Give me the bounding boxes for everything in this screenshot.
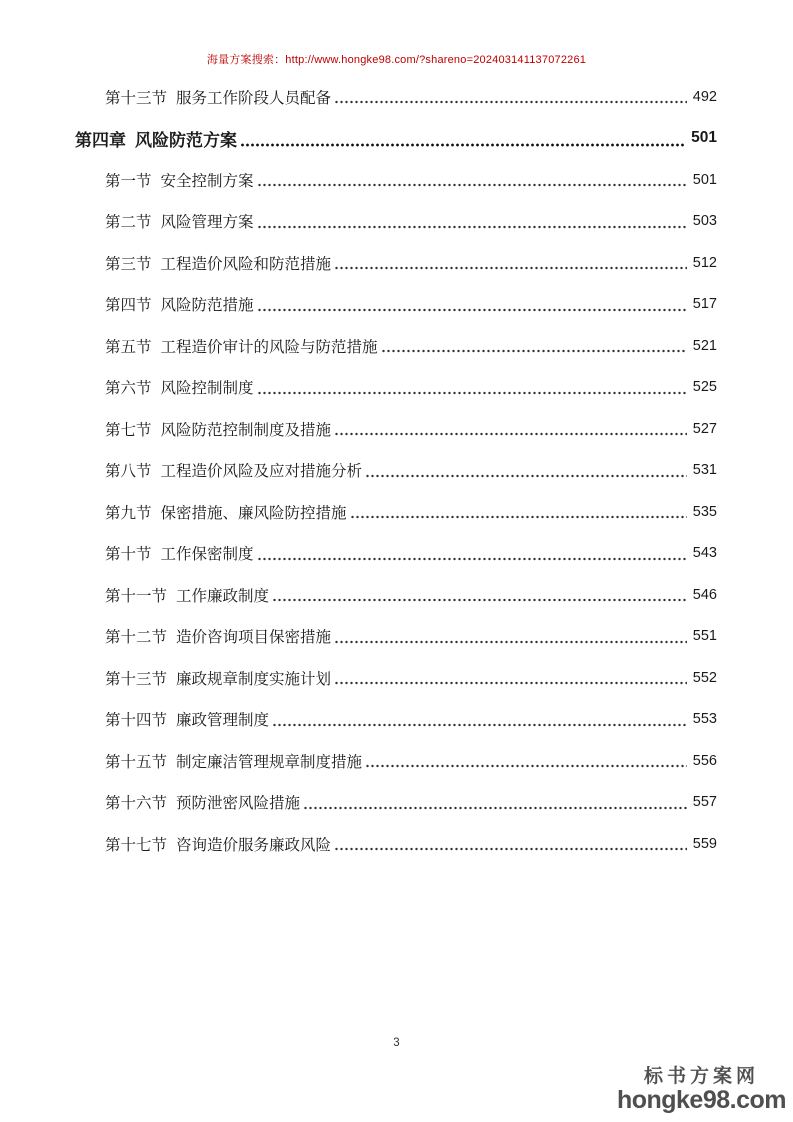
toc-dot-leader <box>257 284 687 326</box>
toc-entry[interactable] <box>75 450 717 492</box>
toc-dot-leader <box>365 740 687 782</box>
watermark-site-name: 标书方案网 <box>643 1065 759 1087</box>
toc-entry-label: 第十六节 <box>105 795 168 813</box>
toc-entry-page: 525 <box>692 379 717 396</box>
toc-entry-title: 工程造价风险和防范措施 <box>160 255 332 273</box>
toc-entry-page: 517 <box>692 296 717 313</box>
toc-dot-leader <box>257 367 687 409</box>
toc-entry[interactable] <box>75 201 717 243</box>
toc-entry-title: 预防泄密风险措施 <box>176 795 301 813</box>
toc-entry-page: 501 <box>692 171 717 188</box>
toc-entry[interactable] <box>75 284 717 326</box>
toc-entry-label: 第十二节 <box>105 629 168 647</box>
toc-entry-page: 512 <box>692 254 717 271</box>
toc-entry-title: 咨询造价服务廉政风险 <box>176 836 332 854</box>
toc-dot-leader <box>334 408 687 450</box>
toc-dot-leader <box>334 242 687 284</box>
toc-entry-page: 492 <box>692 88 717 105</box>
toc-entry-title: 风险防范控制制度及措施 <box>160 421 332 439</box>
toc-dot-leader <box>334 76 687 118</box>
toc-entry-page: 521 <box>692 337 717 354</box>
page-number: 3 <box>393 1037 400 1049</box>
toc-entry[interactable] <box>75 408 717 450</box>
toc-entry-page: 501 <box>691 129 717 147</box>
toc-entry-title: 工作保密制度 <box>160 546 254 564</box>
toc-entry-page: 559 <box>692 835 717 852</box>
toc-dot-leader <box>381 325 687 367</box>
toc-entry-title: 服务工作阶段人员配备 <box>176 89 332 107</box>
toc-dot-leader <box>334 823 687 865</box>
toc-entry-page: 527 <box>692 420 717 437</box>
toc-entry-label: 第三节 <box>105 255 152 273</box>
toc-entry[interactable] <box>75 491 717 533</box>
toc-entry[interactable] <box>75 616 717 658</box>
toc-entry-title: 工程造价风险及应对措施分析 <box>160 463 363 481</box>
toc-entry-page: 553 <box>692 711 717 728</box>
toc-dot-leader <box>257 201 687 243</box>
toc-entry-label: 第五节 <box>105 338 152 356</box>
table-of-contents <box>75 76 717 865</box>
toc-dot-leader <box>334 616 687 658</box>
toc-entry-label: 第八节 <box>105 463 152 481</box>
toc-entry-page: 503 <box>692 213 717 230</box>
toc-entry-label: 第四节 <box>105 297 152 315</box>
toc-entry-page: 531 <box>692 462 717 479</box>
toc-entry-title: 工程造价审计的风险与防范措施 <box>160 338 378 356</box>
toc-entry-title: 廉政规章制度实施计划 <box>176 670 332 688</box>
toc-entry-label: 第四章 <box>75 130 126 150</box>
toc-entry-label: 第十四节 <box>105 712 168 730</box>
toc-entry-label: 第十节 <box>105 546 152 564</box>
watermark-site-url: hongke98.com <box>616 1085 786 1114</box>
toc-entry[interactable] <box>75 242 717 284</box>
toc-dot-leader <box>257 533 687 575</box>
toc-dot-leader <box>257 159 687 201</box>
toc-entry-page: 557 <box>692 794 717 811</box>
toc-dot-leader <box>272 699 687 741</box>
toc-entry[interactable] <box>75 657 717 699</box>
toc-entry-page: 552 <box>692 669 717 686</box>
toc-entry[interactable] <box>75 76 717 118</box>
toc-entry[interactable] <box>75 367 717 409</box>
toc-entry[interactable] <box>75 325 717 367</box>
toc-entry[interactable] <box>75 533 717 575</box>
toc-entry[interactable] <box>75 823 717 865</box>
toc-entry-title: 廉政管理制度 <box>176 712 270 730</box>
site-watermark <box>617 1067 786 1113</box>
toc-entry-label: 第十五节 <box>105 753 168 771</box>
toc-entry[interactable] <box>75 699 717 741</box>
toc-dot-leader <box>240 118 685 160</box>
toc-entry-title: 风险防范方案 <box>135 130 237 150</box>
toc-entry-title: 风险控制制度 <box>160 380 254 398</box>
toc-entry[interactable] <box>75 740 717 782</box>
toc-entry-title: 造价咨询项目保密措施 <box>176 629 332 647</box>
toc-dot-leader <box>350 491 687 533</box>
toc-dot-leader <box>365 450 687 492</box>
toc-entry-label: 第十一节 <box>105 587 168 605</box>
toc-entry-title: 工作廉政制度 <box>176 587 270 605</box>
toc-entry-label: 第十三节 <box>105 670 168 688</box>
toc-entry-title: 风险管理方案 <box>160 214 254 232</box>
toc-dot-leader <box>334 657 687 699</box>
toc-entry-page: 551 <box>692 628 717 645</box>
toc-entry-page: 535 <box>692 503 717 520</box>
toc-entry-label: 第一节 <box>105 172 152 190</box>
toc-entry-title: 风险防范措施 <box>160 297 254 315</box>
toc-entry-label: 第九节 <box>105 504 152 522</box>
toc-entry[interactable] <box>75 159 717 201</box>
toc-entry-label: 第二节 <box>105 214 152 232</box>
toc-entry-page: 556 <box>692 752 717 769</box>
toc-entry-title: 制定廉洁管理规章制度措施 <box>176 753 363 771</box>
toc-entry[interactable] <box>75 782 717 824</box>
toc-entry-title: 安全控制方案 <box>160 172 254 190</box>
toc-entry[interactable] <box>75 118 717 160</box>
toc-entry-label: 第十七节 <box>105 836 168 854</box>
toc-entry-title: 保密措施、廉风险防控措施 <box>160 504 347 522</box>
header-promo-text: 海量方案搜索：http://www.hongke98.com/?shareno=202403141137072261 <box>206 54 587 66</box>
toc-dot-leader <box>303 782 687 824</box>
toc-entry-label: 第十三节 <box>105 89 168 107</box>
toc-entry-page: 546 <box>692 586 717 603</box>
toc-entry-page: 543 <box>692 545 717 562</box>
toc-entry[interactable] <box>75 574 717 616</box>
toc-entry-label: 第七节 <box>105 421 152 439</box>
toc-dot-leader <box>272 574 687 616</box>
toc-entry-label: 第六节 <box>105 380 152 398</box>
